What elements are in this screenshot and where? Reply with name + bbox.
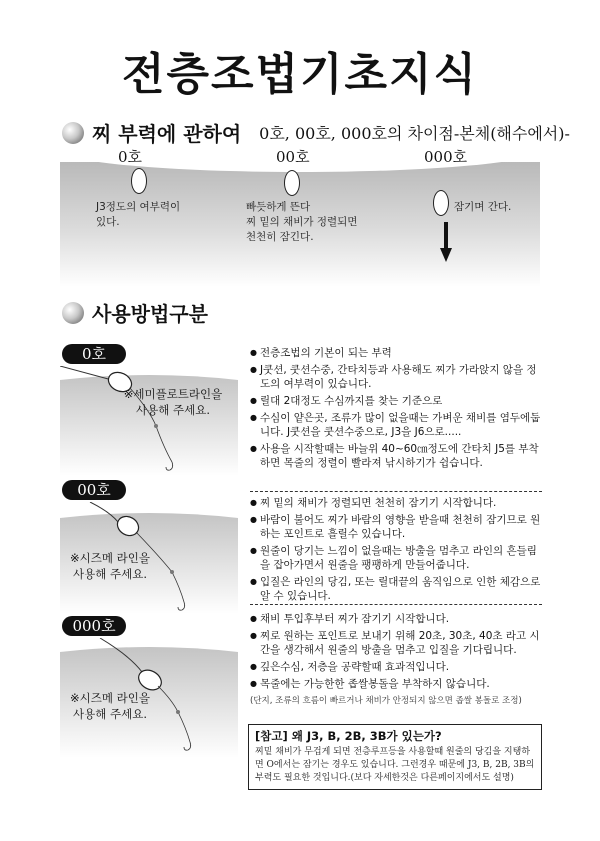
list-item: ● 깊은수심, 저층을 공략할때 효과적입니다. bbox=[250, 660, 542, 674]
float-0-icon bbox=[131, 168, 147, 194]
float-type-label-0: 0호 bbox=[118, 148, 143, 166]
page-title: 전층조법기초지식 bbox=[121, 49, 479, 100]
list-item: ● J쿳션, 쿳션수중, 간타치등과 사용해도 찌가 가라앉지 않을 정도의 여부력이 있습니다. bbox=[250, 363, 542, 391]
scene-0ho-note: ※세미플로트라인을 사용해 주세요. bbox=[123, 387, 223, 417]
scene-0ho-illustration bbox=[60, 366, 238, 476]
bullets-0ho bbox=[250, 346, 542, 473]
sphere-bullet-icon bbox=[62, 122, 84, 144]
section-buoyancy-header bbox=[62, 118, 570, 147]
float-type-desc-000: 잠기며 간다. bbox=[454, 201, 512, 213]
section-usage-title: 사용방법구분 bbox=[92, 302, 208, 326]
float-000-icon bbox=[433, 190, 449, 216]
section-buoyancy-subtitle: 0호, 00호, 000호의 차이점-본체(해수에서)- bbox=[259, 124, 570, 143]
list-item: ● 바람이 불어도 찌가 바람의 영향을 받을때 천천히 잠기므로 원하는 포인트로 흘릴수 있습니다. bbox=[250, 513, 542, 541]
badge-000ho: 000호 bbox=[62, 616, 126, 636]
footnote: (단지, 조류의 흐름이 빠르거나 채비가 안정되지 않으면 좁쌀 봉돌로 조정) bbox=[250, 696, 522, 706]
divider bbox=[250, 604, 542, 605]
list-item: ● 목줄에는 가능한한 좁쌀봉돌을 부착하지 않습니다. bbox=[250, 677, 542, 691]
reference-box bbox=[248, 724, 542, 790]
divider bbox=[250, 491, 542, 492]
float-type-label-00: 00호 bbox=[276, 148, 310, 166]
sinking-arrow-icon bbox=[440, 222, 452, 262]
list-item: ● 수심이 얕은곳, 조류가 많이 없을때는 가벼운 채비를 염두에둡니다. J쿳션을 쿳션수중으로, J3을 J6으로..... bbox=[250, 411, 542, 439]
scene-000ho-note: ※시즈메 라인을 사용해 주세요. bbox=[70, 691, 150, 721]
list-item: ● 원줄이 당기는 느낌이 없을때는 방출을 멈추고 라인의 흔들림을 잡아가면서 원줄을 팽팽하게 만들어줍니다. bbox=[250, 544, 542, 572]
bullets-00ho bbox=[250, 496, 542, 606]
list-item: ● 릴대 2대정도 수심까지를 찾는 기준으로 bbox=[250, 394, 542, 408]
list-item: ● 찌 밑의 채비가 정렬되면 천천히 잠기기 시작합니다. bbox=[250, 496, 542, 510]
list-item: ● 전층조법의 기본이 되는 부력 bbox=[250, 346, 542, 360]
badge-00ho: 00호 bbox=[62, 480, 126, 500]
list-item: ● 채비 투입후부터 찌가 잠기기 시작합니다. bbox=[250, 612, 542, 626]
bullets-000ho bbox=[250, 612, 542, 711]
reference-title: [참고] 왜 J3, B, 2B, 3B가 있는가? bbox=[255, 729, 442, 743]
section-usage-header bbox=[62, 298, 208, 327]
list-item: ● 입질은 라인의 당김, 또는 릴대끝의 움직임으로 인한 체감으로 알 수 있습니다. bbox=[250, 575, 542, 603]
float-type-label-000: 000호 bbox=[424, 148, 468, 166]
sphere-bullet-icon bbox=[62, 302, 84, 324]
float-type-desc-0: J3정도의 여부력이 있다. bbox=[96, 201, 181, 228]
reference-body: 찌밑 채비가 무겁게 되면 전층루프등을 사용할때 원줄의 당김을 지탱하 면 O에서는 잠기는 경우도 있습니다. 그런경우 때문에 J3, B, 2B, 3B의 부력도 필요한 것입니다.(보다 자세한것은 다른페이지에서도 설명) bbox=[255, 747, 535, 783]
scene-00ho-illustration bbox=[60, 502, 238, 614]
scene-000ho-illustration bbox=[60, 638, 238, 758]
float-00-icon bbox=[284, 170, 300, 196]
scene-00ho-note: ※시즈메 라인을 사용해 주세요. bbox=[70, 551, 150, 581]
section-buoyancy-title: 찌 부력에 관하여 bbox=[92, 122, 242, 146]
list-item: ● 사용을 시작할때는 바늘위 40~60㎝정도에 간타치 J5를 부착하면 목줄의 정렬이 빨라져 낚시하기가 쉽습니다. bbox=[250, 442, 542, 470]
badge-0ho: 0호 bbox=[62, 344, 126, 364]
list-item: ● 찌로 원하는 포인트로 보내기 위해 20초, 30초, 40초 라고 시간을 생각해서 원줄의 방출을 멈추고 입질을 기다립니다. bbox=[250, 629, 542, 657]
float-type-desc-00: 빠듯하게 뜬다 찌 밑의 채비가 정렬되면 천천히 잠긴다. bbox=[246, 201, 358, 243]
